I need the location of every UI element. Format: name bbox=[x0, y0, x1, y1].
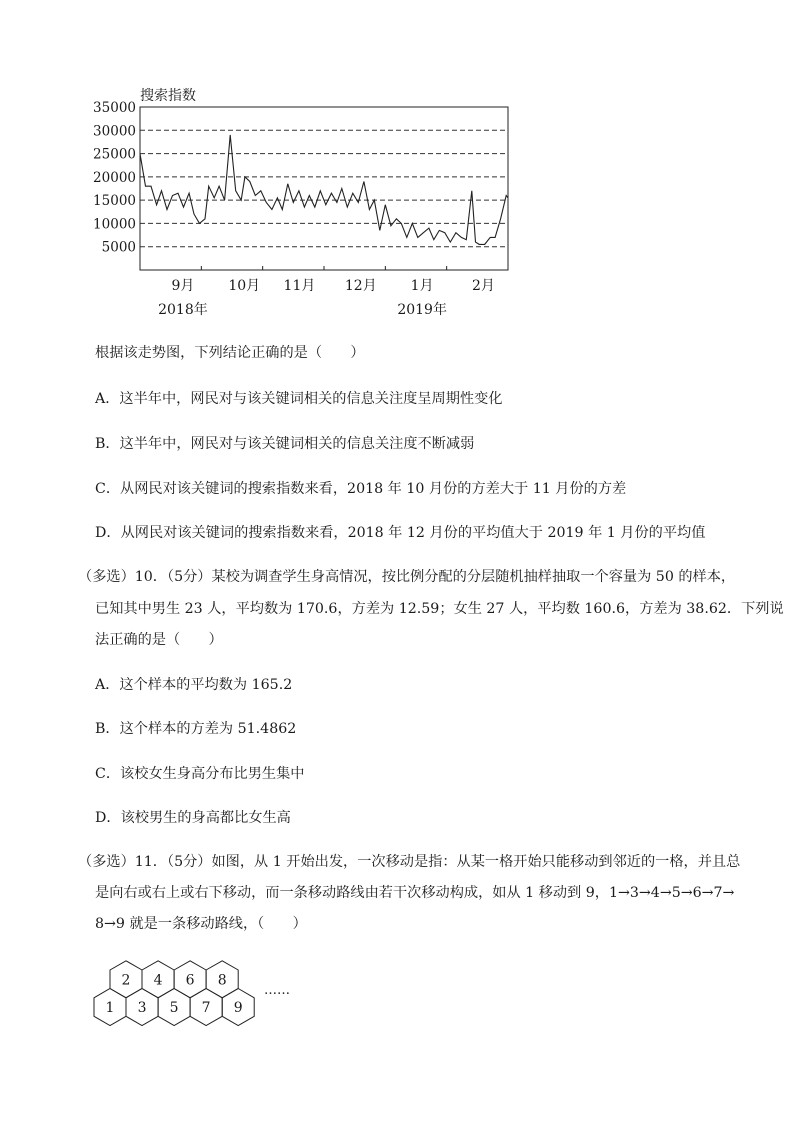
hexagon-number: 4 bbox=[153, 972, 163, 989]
q9-option-a: A．这半年中，网民对与该关键词相关的信息关注度呈周期性变化 bbox=[95, 391, 503, 407]
y-tick-label: 20000 bbox=[93, 169, 136, 186]
series-line-search-index bbox=[140, 135, 508, 245]
x-tick-label: 12月 bbox=[344, 278, 377, 294]
y-tick-label: 25000 bbox=[93, 146, 136, 163]
y-tick-label: 35000 bbox=[93, 100, 136, 116]
question-9-intro: 根据该走势图，下列结论正确的是（ ） bbox=[95, 345, 365, 361]
chart-plot-frame bbox=[140, 107, 508, 270]
chart-x-ticks bbox=[201, 266, 446, 270]
hexagon-number: 6 bbox=[185, 972, 195, 989]
q10-option-d: D．该校男生的身高都比女生高 bbox=[95, 810, 291, 826]
hexagon-number: 8 bbox=[217, 972, 227, 989]
y-tick-label: 30000 bbox=[93, 123, 136, 140]
q9-option-b: B．这半年中，网民对与该关键词相关的信息关注度不断减弱 bbox=[95, 436, 475, 452]
x-tick-label: 10月 bbox=[228, 278, 261, 294]
x-tick-label: 9月 bbox=[171, 278, 195, 294]
hexagon-number: 5 bbox=[169, 1000, 179, 1016]
hexagon-cells bbox=[94, 961, 254, 1026]
x-tick-label: 2月 bbox=[472, 278, 495, 294]
chart-y-tick-labels bbox=[93, 100, 136, 256]
chart-year-labels bbox=[158, 301, 447, 318]
search-index-line-chart bbox=[88, 82, 528, 322]
hexagon-ellipsis: …… bbox=[264, 983, 290, 998]
question-11-stem-line1: （多选）11．（5分）如图，从 1 开始出发，一次移动是指：从某一格开始只能移动到邻近的一格，并且总 bbox=[78, 854, 741, 870]
chart-x-tick-labels bbox=[171, 278, 494, 294]
q10-option-b: B．这个样本的方差为 51.4862 bbox=[95, 721, 297, 737]
q10-option-c: C．该校女生身高分布比男生集中 bbox=[95, 766, 305, 782]
y-tick-label: 5000 bbox=[101, 239, 136, 256]
hexagon-number: 9 bbox=[233, 1000, 243, 1016]
x-tick-label: 1月 bbox=[410, 278, 434, 294]
x-tick-label: 11月 bbox=[283, 278, 316, 294]
hexagon-number: 1 bbox=[105, 1000, 115, 1016]
chart-grid bbox=[140, 130, 508, 246]
question-11-stem-line3: 8→9 就是一条移动路线，（ ） bbox=[95, 916, 307, 932]
q10-option-a: A．这个样本的平均数为 165.2 bbox=[95, 677, 293, 693]
question-11-stem-line2: 是向右或右上或右下移动，而一条移动路线由若干次移动构成，如从 1 移动到 9，1→3→4→5→6→7→ bbox=[95, 885, 735, 901]
question-10-stem-line3: 法正确的是（ ） bbox=[95, 632, 223, 648]
y-tick-label: 15000 bbox=[93, 193, 136, 210]
hexagon-number: 7 bbox=[201, 1000, 211, 1016]
question-10-stem-line1: （多选）10．（5分）某校为调查学生身高情况，按比例分配的分层随机抽样抽取一个容量为 50 的样本， bbox=[78, 569, 736, 585]
q9-option-d: D．从网民对该关键词的搜索指数来看，2018 年 12 月份的平均值大于 2019 年 1 月份的平均值 bbox=[95, 525, 706, 541]
year-label: 2019年 bbox=[397, 302, 447, 318]
hexagon-number: 2 bbox=[121, 972, 131, 989]
hexagon-grid-figure bbox=[92, 958, 332, 1028]
hexagon-number: 3 bbox=[137, 1000, 147, 1016]
q9-option-c: C．从网民对该关键词的搜索指数来看，2018 年 10 月份的方差大于 11 月份的方差 bbox=[95, 481, 627, 497]
year-label: 2018年 bbox=[158, 302, 208, 318]
chart-y-axis-title: 搜索指数 bbox=[140, 88, 196, 104]
question-10-stem-line2: 已知其中男生 23 人，平均数为 170.6，方差为 12.59；女生 27 人，平均数 160.6，方差为 38.62．下列说 bbox=[95, 601, 784, 617]
y-tick-label: 10000 bbox=[93, 216, 136, 233]
